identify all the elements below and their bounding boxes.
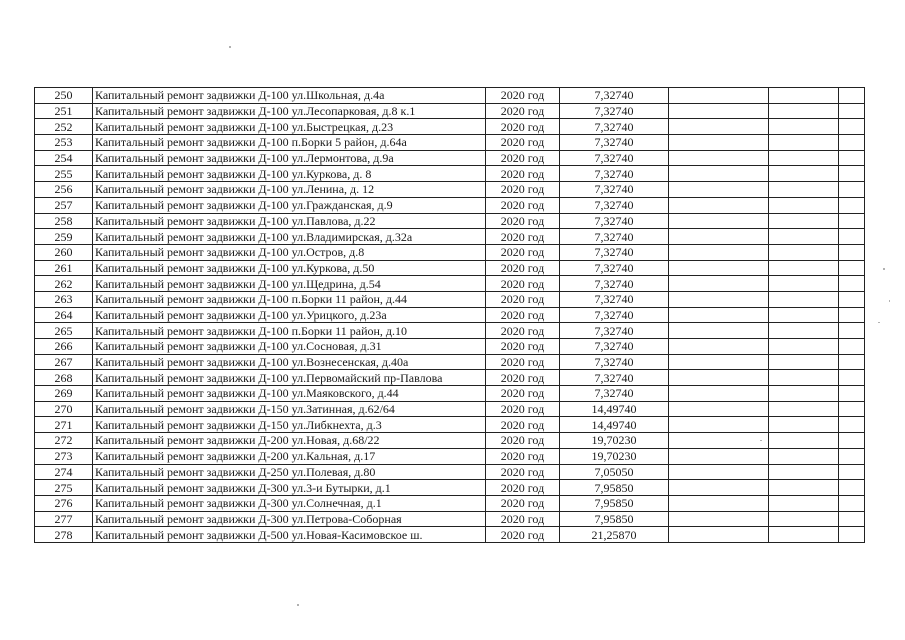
row-empty-cell (669, 135, 769, 151)
row-description: Капитальный ремонт задвижки Д-100 ул.Первомайский пр-Павлова (93, 370, 486, 386)
repair-table (34, 87, 865, 543)
row-empty-cell (669, 229, 769, 245)
row-number: 262 (35, 276, 93, 292)
row-empty-cell (839, 244, 865, 260)
row-value: 7,32740 (560, 291, 669, 307)
row-number: 272 (35, 433, 93, 449)
row-empty-cell (839, 527, 865, 543)
row-value: 7,32740 (560, 135, 669, 151)
table-row (35, 307, 865, 323)
row-empty-cell (839, 197, 865, 213)
row-year: 2020 год (486, 119, 560, 135)
row-value: 7,32740 (560, 182, 669, 198)
row-empty-cell (839, 291, 865, 307)
row-empty-cell (769, 166, 839, 182)
row-value: 7,32740 (560, 323, 669, 339)
row-empty-cell (769, 339, 839, 355)
row-number: 273 (35, 448, 93, 464)
row-empty-cell (769, 244, 839, 260)
table-row (35, 511, 865, 527)
table-row (35, 495, 865, 511)
row-empty-cell (769, 88, 839, 104)
row-empty-cell (669, 386, 769, 402)
row-empty-cell (769, 150, 839, 166)
row-year: 2020 год (486, 495, 560, 511)
row-description: Капитальный ремонт задвижки Д-100 ул.Вознесенская, д.40а (93, 354, 486, 370)
row-empty-cell (669, 213, 769, 229)
row-empty-cell (669, 354, 769, 370)
row-number: 255 (35, 166, 93, 182)
row-year: 2020 год (486, 260, 560, 276)
row-empty-cell (669, 401, 769, 417)
row-empty-cell (669, 103, 769, 119)
row-number: 261 (35, 260, 93, 276)
row-empty-cell (839, 229, 865, 245)
scan-speck (889, 300, 890, 302)
row-empty-cell (669, 433, 769, 449)
table-row (35, 433, 865, 449)
row-year: 2020 год (486, 213, 560, 229)
table-row (35, 480, 865, 496)
table-row (35, 244, 865, 260)
row-value: 7,32740 (560, 307, 669, 323)
row-empty-cell (769, 370, 839, 386)
row-description: Капитальный ремонт задвижки Д-250 ул.Полевая, д.80 (93, 464, 486, 480)
row-number: 274 (35, 464, 93, 480)
row-description: Капитальный ремонт задвижки Д-150 ул.Затинная, д.62/64 (93, 401, 486, 417)
row-empty-cell (769, 276, 839, 292)
row-value: 7,32740 (560, 103, 669, 119)
row-description: Капитальный ремонт задвижки Д-300 ул.Солнечная, д.1 (93, 495, 486, 511)
row-value: 7,05050 (560, 464, 669, 480)
row-year: 2020 год (486, 480, 560, 496)
row-empty-cell (839, 88, 865, 104)
row-empty-cell (669, 119, 769, 135)
table-row (35, 197, 865, 213)
table-row (35, 213, 865, 229)
row-empty-cell (669, 166, 769, 182)
row-number: 277 (35, 511, 93, 527)
row-empty-cell (839, 401, 865, 417)
row-empty-cell (769, 323, 839, 339)
row-value: 19,70230 (560, 448, 669, 464)
row-empty-cell (839, 417, 865, 433)
table-row (35, 119, 865, 135)
row-description: Капитальный ремонт задвижки Д-100 ул.Гражданская, д.9 (93, 197, 486, 213)
row-year: 2020 год (486, 276, 560, 292)
row-number: 263 (35, 291, 93, 307)
row-year: 2020 год (486, 339, 560, 355)
row-empty-cell (669, 448, 769, 464)
table-row (35, 276, 865, 292)
table-row (35, 417, 865, 433)
row-year: 2020 год (486, 464, 560, 480)
row-empty-cell (839, 260, 865, 276)
scan-speck (878, 322, 880, 323)
row-value: 7,32740 (560, 386, 669, 402)
table-row (35, 386, 865, 402)
row-empty-cell (669, 260, 769, 276)
row-value: 7,32740 (560, 166, 669, 182)
row-empty-cell (839, 511, 865, 527)
row-value: 7,32740 (560, 88, 669, 104)
row-empty-cell (769, 386, 839, 402)
row-description: Капитальный ремонт задвижки Д-100 ул.Лермонтова, д.9а (93, 150, 486, 166)
row-empty-cell (839, 135, 865, 151)
row-value: 7,32740 (560, 197, 669, 213)
row-description: Капитальный ремонт задвижки Д-300 ул.3-и Бутырки, д.1 (93, 480, 486, 496)
row-description: Капитальный ремонт задвижки Д-100 ул.Школьная, д.4а (93, 88, 486, 104)
row-year: 2020 год (486, 433, 560, 449)
row-year: 2020 год (486, 291, 560, 307)
row-value: 7,32740 (560, 260, 669, 276)
scan-speck (883, 268, 885, 270)
row-empty-cell (669, 527, 769, 543)
row-empty-cell (769, 197, 839, 213)
table-row (35, 260, 865, 276)
row-description: Капитальный ремонт задвижки Д-100 ул.Куркова, д. 8 (93, 166, 486, 182)
row-number: 260 (35, 244, 93, 260)
row-value: 21,25870 (560, 527, 669, 543)
table-row (35, 182, 865, 198)
row-empty-cell (669, 370, 769, 386)
row-empty-cell (669, 307, 769, 323)
row-year: 2020 год (486, 511, 560, 527)
row-value: 14,49740 (560, 417, 669, 433)
table-row (35, 527, 865, 543)
row-value: 7,95850 (560, 511, 669, 527)
row-empty-cell (769, 464, 839, 480)
scan-speck (229, 46, 231, 48)
row-value: 7,32740 (560, 370, 669, 386)
row-year: 2020 год (486, 150, 560, 166)
row-year: 2020 год (486, 527, 560, 543)
row-empty-cell (669, 323, 769, 339)
row-empty-cell (839, 103, 865, 119)
row-value: 7,32740 (560, 150, 669, 166)
row-empty-cell (769, 511, 839, 527)
row-number: 275 (35, 480, 93, 496)
row-number: 252 (35, 119, 93, 135)
row-description: Капитальный ремонт задвижки Д-300 ул.Петрова-Соборная (93, 511, 486, 527)
row-value: 7,32740 (560, 276, 669, 292)
row-value: 7,95850 (560, 495, 669, 511)
table-row (35, 323, 865, 339)
row-empty-cell (839, 495, 865, 511)
row-empty-cell (839, 354, 865, 370)
row-description: Капитальный ремонт задвижки Д-100 ул.Остров, д.8 (93, 244, 486, 260)
row-number: 268 (35, 370, 93, 386)
row-number: 267 (35, 354, 93, 370)
row-empty-cell (769, 307, 839, 323)
row-value: 7,32740 (560, 354, 669, 370)
row-description: Капитальный ремонт задвижки Д-100 ул.Куркова, д.50 (93, 260, 486, 276)
table-row (35, 448, 865, 464)
table-row (35, 291, 865, 307)
row-empty-cell (769, 433, 839, 449)
row-value: 7,32740 (560, 339, 669, 355)
row-description: Капитальный ремонт задвижки Д-100 п.Борки 5 район, д.64а (93, 135, 486, 151)
row-value: 7,32740 (560, 244, 669, 260)
row-number: 270 (35, 401, 93, 417)
row-empty-cell (669, 150, 769, 166)
row-empty-cell (669, 464, 769, 480)
row-number: 276 (35, 495, 93, 511)
row-empty-cell (769, 182, 839, 198)
row-description: Капитальный ремонт задвижки Д-100 ул.Урицкого, д.23а (93, 307, 486, 323)
row-year: 2020 год (486, 386, 560, 402)
row-empty-cell (769, 119, 839, 135)
row-description: Капитальный ремонт задвижки Д-100 ул.Быстрецкая, д.23 (93, 119, 486, 135)
row-description: Капитальный ремонт задвижки Д-500 ул.Новая-Касимовское ш. (93, 527, 486, 543)
row-empty-cell (669, 244, 769, 260)
row-number: 253 (35, 135, 93, 151)
row-year: 2020 год (486, 323, 560, 339)
row-value: 7,32740 (560, 119, 669, 135)
row-empty-cell (769, 354, 839, 370)
row-empty-cell (769, 213, 839, 229)
row-empty-cell (769, 135, 839, 151)
row-number: 269 (35, 386, 93, 402)
row-value: 7,95850 (560, 480, 669, 496)
row-year: 2020 год (486, 448, 560, 464)
row-empty-cell (839, 433, 865, 449)
row-empty-cell (839, 182, 865, 198)
row-empty-cell (669, 197, 769, 213)
row-year: 2020 год (486, 182, 560, 198)
row-number: 258 (35, 213, 93, 229)
row-empty-cell (839, 448, 865, 464)
table-body (35, 88, 865, 543)
row-value: 14,49740 (560, 401, 669, 417)
row-year: 2020 год (486, 103, 560, 119)
table-row (35, 339, 865, 355)
row-empty-cell (769, 260, 839, 276)
row-empty-cell (839, 307, 865, 323)
row-number: 257 (35, 197, 93, 213)
row-description: Капитальный ремонт задвижки Д-100 ул.Владимирская, д.32а (93, 229, 486, 245)
row-year: 2020 год (486, 244, 560, 260)
row-year: 2020 год (486, 135, 560, 151)
row-empty-cell (769, 103, 839, 119)
row-description: Капитальный ремонт задвижки Д-100 ул.Павлова, д.22 (93, 213, 486, 229)
row-empty-cell (769, 229, 839, 245)
table-row (35, 354, 865, 370)
row-empty-cell (769, 401, 839, 417)
scan-speck (297, 604, 299, 606)
row-empty-cell (769, 495, 839, 511)
table-row (35, 88, 865, 104)
row-empty-cell (839, 166, 865, 182)
row-year: 2020 год (486, 166, 560, 182)
row-empty-cell (669, 88, 769, 104)
row-year: 2020 год (486, 88, 560, 104)
row-empty-cell (839, 276, 865, 292)
row-description: Капитальный ремонт задвижки Д-200 ул.Новая, д.68/22 (93, 433, 486, 449)
row-number: 250 (35, 88, 93, 104)
row-value: 7,32740 (560, 229, 669, 245)
row-number: 266 (35, 339, 93, 355)
scan-speck (760, 440, 762, 441)
table-row (35, 150, 865, 166)
row-empty-cell (839, 119, 865, 135)
row-number: 265 (35, 323, 93, 339)
row-empty-cell (839, 386, 865, 402)
row-empty-cell (669, 480, 769, 496)
row-number: 278 (35, 527, 93, 543)
row-number: 251 (35, 103, 93, 119)
row-empty-cell (769, 527, 839, 543)
row-empty-cell (669, 417, 769, 433)
row-description: Капитальный ремонт задвижки Д-100 ул.Щедрина, д.54 (93, 276, 486, 292)
row-description: Капитальный ремонт задвижки Д-200 ул.Кальная, д.17 (93, 448, 486, 464)
row-description: Капитальный ремонт задвижки Д-100 ул.Ленина, д. 12 (93, 182, 486, 198)
row-empty-cell (839, 213, 865, 229)
row-empty-cell (669, 511, 769, 527)
row-description: Капитальный ремонт задвижки Д-100 ул.Маяковского, д.44 (93, 386, 486, 402)
row-description: Капитальный ремонт задвижки Д-150 ул.Либкнехта, д.3 (93, 417, 486, 433)
row-empty-cell (839, 464, 865, 480)
row-number: 264 (35, 307, 93, 323)
row-year: 2020 год (486, 229, 560, 245)
row-empty-cell (769, 448, 839, 464)
table-row (35, 370, 865, 386)
row-empty-cell (839, 323, 865, 339)
row-number: 259 (35, 229, 93, 245)
row-number: 271 (35, 417, 93, 433)
table-row (35, 103, 865, 119)
row-empty-cell (669, 495, 769, 511)
row-empty-cell (839, 370, 865, 386)
row-year: 2020 год (486, 307, 560, 323)
table-row (35, 166, 865, 182)
row-empty-cell (669, 276, 769, 292)
row-empty-cell (669, 291, 769, 307)
row-empty-cell (839, 339, 865, 355)
row-empty-cell (769, 480, 839, 496)
row-year: 2020 год (486, 197, 560, 213)
row-empty-cell (839, 480, 865, 496)
row-value: 19,70230 (560, 433, 669, 449)
row-year: 2020 год (486, 370, 560, 386)
row-year: 2020 год (486, 354, 560, 370)
row-empty-cell (839, 150, 865, 166)
row-empty-cell (769, 417, 839, 433)
table-row (35, 464, 865, 480)
row-empty-cell (669, 339, 769, 355)
row-year: 2020 год (486, 417, 560, 433)
table-row (35, 135, 865, 151)
row-number: 256 (35, 182, 93, 198)
row-description: Капитальный ремонт задвижки Д-100 ул.Лесопарковая, д.8 к.1 (93, 103, 486, 119)
row-description: Капитальный ремонт задвижки Д-100 ул.Сосновая, д.31 (93, 339, 486, 355)
table-row (35, 229, 865, 245)
row-value: 7,32740 (560, 213, 669, 229)
row-empty-cell (769, 291, 839, 307)
row-description: Капитальный ремонт задвижки Д-100 п.Борки 11 район, д.10 (93, 323, 486, 339)
row-description: Капитальный ремонт задвижки Д-100 п.Борки 11 район, д.44 (93, 291, 486, 307)
row-year: 2020 год (486, 401, 560, 417)
row-number: 254 (35, 150, 93, 166)
table-row (35, 401, 865, 417)
row-empty-cell (669, 182, 769, 198)
